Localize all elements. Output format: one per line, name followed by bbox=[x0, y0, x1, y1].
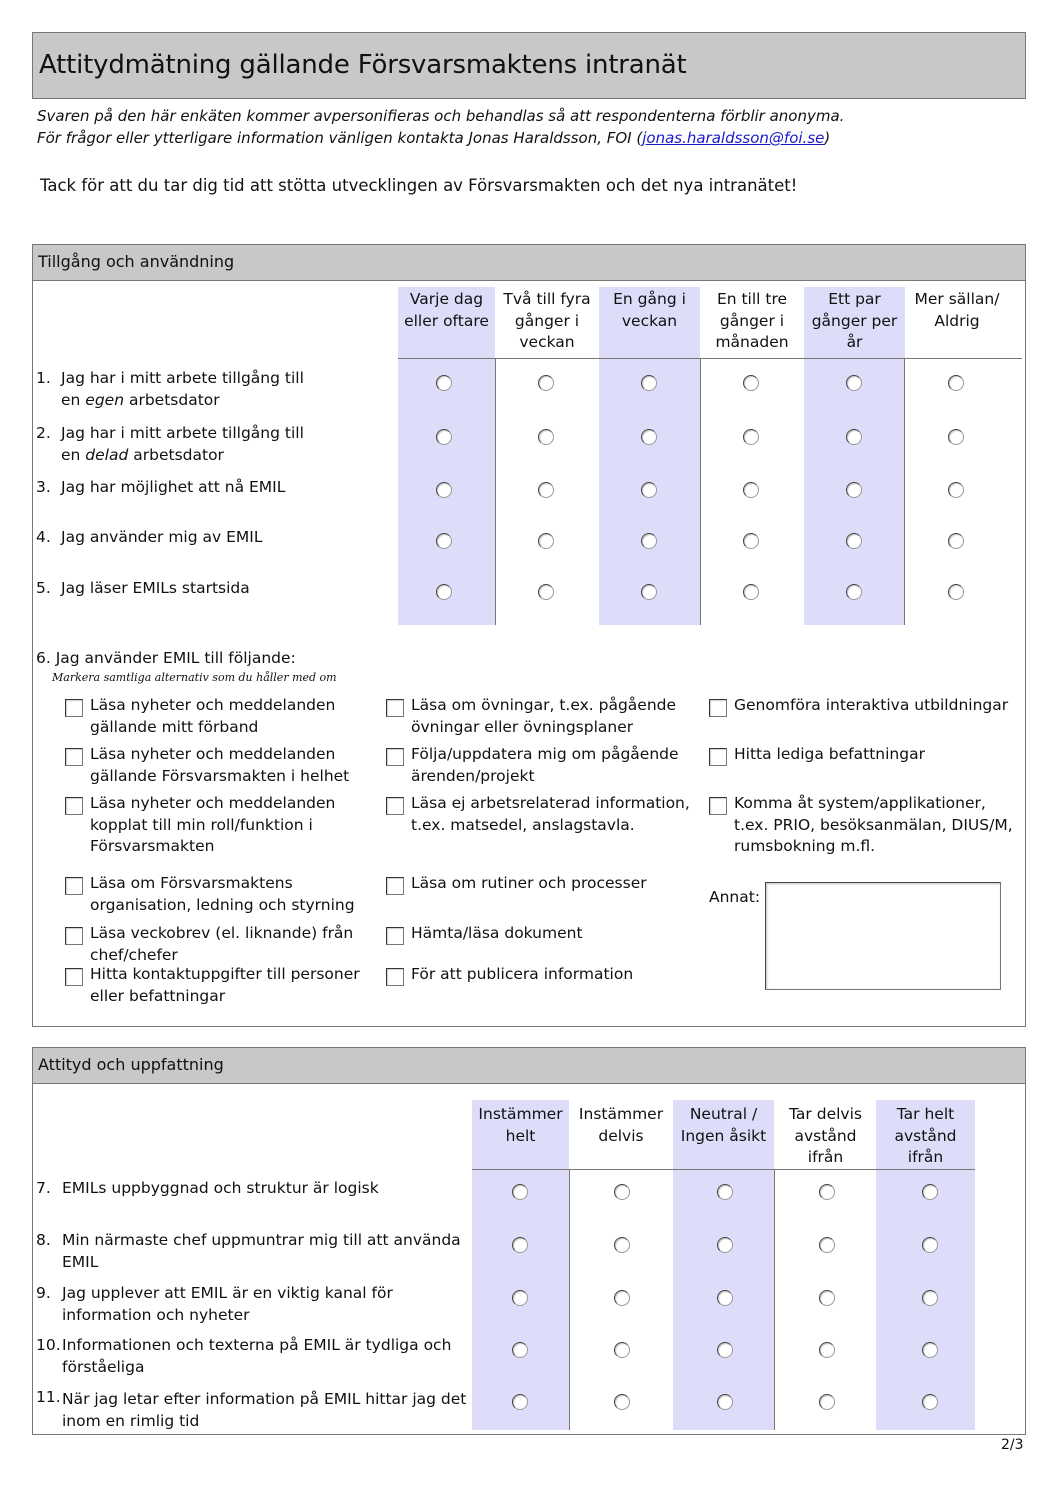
radio-q4-opt1[interactable] bbox=[436, 533, 452, 549]
section-attitude-title: Attityd och uppfattning bbox=[33, 1048, 1025, 1084]
checkbox-news-armed-forces[interactable] bbox=[65, 748, 83, 766]
thanks-text: Tack för att du tar dig tid att stötta utvecklingen av Försvarsmakten och det nya intranätet! bbox=[40, 176, 798, 195]
radio-q11-opt5[interactable] bbox=[922, 1394, 938, 1410]
column-header: Neutral / Ingen åsikt bbox=[680, 1105, 767, 1145]
checkbox-label: Läsa nyheter och meddelanden gällande Försvarsmakten i helhet bbox=[90, 745, 350, 785]
checkbox-news-unit[interactable] bbox=[65, 699, 83, 717]
radio-q10-opt5[interactable] bbox=[922, 1342, 938, 1358]
radio-q2-opt3[interactable] bbox=[641, 429, 657, 445]
radio-q9-opt5[interactable] bbox=[922, 1290, 938, 1306]
radio-q2-opt4[interactable] bbox=[743, 429, 759, 445]
column-shade bbox=[599, 287, 700, 625]
checkbox-label: Läsa nyheter och meddelanden kopplat till min roll/funktion i Försvarsmakten bbox=[90, 794, 336, 855]
question-number: 4. bbox=[36, 528, 51, 546]
radio-q9-opt1[interactable] bbox=[512, 1290, 528, 1306]
other-label: Annat: bbox=[709, 888, 761, 906]
checkbox-label: Läsa om Försvarsmaktens organisation, ledning och styrning bbox=[90, 874, 355, 914]
radio-q1-opt6[interactable] bbox=[948, 375, 964, 391]
radio-q4-opt4[interactable] bbox=[743, 533, 759, 549]
radio-q11-opt3[interactable] bbox=[717, 1394, 733, 1410]
question-number: 2. bbox=[36, 424, 51, 442]
radio-q5-opt6[interactable] bbox=[948, 584, 964, 600]
intro-text bbox=[37, 105, 844, 149]
checkbox-training[interactable] bbox=[709, 699, 727, 717]
column-shade bbox=[472, 1100, 569, 1430]
question-number: 9. bbox=[36, 1284, 51, 1302]
checkbox-contacts[interactable] bbox=[65, 968, 83, 986]
radio-q4-opt5[interactable] bbox=[846, 533, 862, 549]
radio-q8-opt5[interactable] bbox=[922, 1237, 938, 1253]
question-6-title: 6. Jag använder EMIL till följande: bbox=[36, 649, 296, 667]
checkbox-cases-projects[interactable] bbox=[386, 748, 404, 766]
radio-q7-opt1[interactable] bbox=[512, 1184, 528, 1200]
radio-q11-opt1[interactable] bbox=[512, 1394, 528, 1410]
question-text: När jag letar efter information på EMIL hittar jag det inom en rimlig tid bbox=[62, 1390, 467, 1430]
column-divider bbox=[700, 359, 701, 625]
header-rule bbox=[472, 1169, 975, 1170]
question-text: Jag upplever att EMIL är en viktig kanal för information och nyheter bbox=[62, 1284, 393, 1324]
checkbox-news-role[interactable] bbox=[65, 797, 83, 815]
question-text: Min närmaste chef uppmuntrar mig till att använda EMIL bbox=[62, 1231, 461, 1271]
question-6-note: Markera samtliga alternativ som du håller med om bbox=[52, 671, 337, 684]
question-number: 10. bbox=[36, 1336, 61, 1354]
checkbox-label: Läsa nyheter och meddelanden gällande mitt förband bbox=[90, 696, 336, 736]
checkbox-non-work-info[interactable] bbox=[386, 797, 404, 815]
question-text: Jag använder mig av EMIL bbox=[61, 528, 263, 546]
checkbox-label: Komma åt system/applikationer, t.ex. PRIO, besöksanmälan, DIUS/M, rumsbokning m.fl. bbox=[734, 794, 1013, 855]
checkbox-label: Läsa ej arbetsrelaterad information, t.ex. matsedel, anslagstavla. bbox=[411, 794, 690, 834]
radio-q8-opt4[interactable] bbox=[819, 1237, 835, 1253]
radio-q8-opt1[interactable] bbox=[512, 1237, 528, 1253]
question-text: Jag har i mitt arbete tillgång till en egen arbetsdator bbox=[61, 369, 304, 409]
checkbox-vacancies[interactable] bbox=[709, 748, 727, 766]
column-header: Tar helt avstånd ifrån bbox=[894, 1105, 957, 1166]
checkbox-label: Läsa om övningar, t.ex. pågående övningar eller övningsplaner bbox=[411, 696, 677, 736]
intro-line-1: Svaren på den här enkäten kommer avpersonifieras och behandlas så att respondenterna förblir anonyma. bbox=[37, 107, 845, 125]
checkbox-documents[interactable] bbox=[386, 927, 404, 945]
question-text: Informationen och texterna på EMIL är tydliga och förståeliga bbox=[62, 1336, 452, 1376]
radio-q4-opt2[interactable] bbox=[538, 533, 554, 549]
radio-q3-opt2[interactable] bbox=[538, 482, 554, 498]
radio-q1-opt5[interactable] bbox=[846, 375, 862, 391]
checkbox-label: För att publicera information bbox=[411, 965, 634, 983]
radio-q7-opt2[interactable] bbox=[614, 1184, 630, 1200]
radio-q11-opt4[interactable] bbox=[819, 1394, 835, 1410]
column-divider bbox=[569, 1170, 570, 1430]
radio-q1-opt1[interactable] bbox=[436, 375, 452, 391]
intro-line-2: För frågor eller ytterligare information vänligen kontakta Jonas Haraldsson, FOI (jonas.haraldsson@foi.se) bbox=[37, 129, 831, 147]
question-text: EMILs uppbyggnad och struktur är logisk bbox=[62, 1179, 379, 1197]
radio-q1-opt2[interactable] bbox=[538, 375, 554, 391]
column-shade bbox=[398, 287, 495, 625]
checkbox-publish[interactable] bbox=[386, 968, 404, 986]
column-shade bbox=[673, 1100, 774, 1430]
checkbox-label: Hitta kontaktuppgifter till personer eller befattningar bbox=[90, 965, 360, 1005]
column-header: Tar delvis avstånd ifrån bbox=[789, 1105, 862, 1166]
radio-q3-opt3[interactable] bbox=[641, 482, 657, 498]
radio-q10-opt2[interactable] bbox=[614, 1342, 630, 1358]
column-header: En gång i veckan bbox=[613, 290, 686, 330]
radio-q3-opt5[interactable] bbox=[846, 482, 862, 498]
radio-q4-opt6[interactable] bbox=[948, 533, 964, 549]
checkbox-organisation[interactable] bbox=[65, 877, 83, 895]
other-input[interactable] bbox=[765, 882, 1001, 990]
checkbox-routines[interactable] bbox=[386, 877, 404, 895]
radio-q1-opt4[interactable] bbox=[743, 375, 759, 391]
checkbox-weekly-letter[interactable] bbox=[65, 927, 83, 945]
radio-q5-opt2[interactable] bbox=[538, 584, 554, 600]
radio-q11-opt2[interactable] bbox=[614, 1394, 630, 1410]
radio-q5-opt1[interactable] bbox=[436, 584, 452, 600]
radio-q8-opt2[interactable] bbox=[614, 1237, 630, 1253]
radio-q7-opt4[interactable] bbox=[819, 1184, 835, 1200]
radio-q2-opt6[interactable] bbox=[948, 429, 964, 445]
section-usage-title: Tillgång och användning bbox=[33, 245, 1025, 281]
column-header: En till tre gånger i månaden bbox=[715, 290, 789, 351]
column-header: Ett par gånger per år bbox=[811, 290, 898, 351]
column-divider bbox=[904, 359, 905, 625]
radio-q3-opt6[interactable] bbox=[948, 482, 964, 498]
radio-q10-opt1[interactable] bbox=[512, 1342, 528, 1358]
column-header: Mer sällan/ Aldrig bbox=[914, 290, 1000, 330]
radio-q1-opt3[interactable] bbox=[641, 375, 657, 391]
column-divider bbox=[774, 1170, 775, 1430]
radio-q4-opt3[interactable] bbox=[641, 533, 657, 549]
radio-q2-opt5[interactable] bbox=[846, 429, 862, 445]
radio-q5-opt5[interactable] bbox=[846, 584, 862, 600]
checkbox-label: Läsa veckobrev (el. liknande) från chef/chefer bbox=[90, 924, 354, 964]
checkbox-label: Hitta lediga befattningar bbox=[734, 745, 925, 763]
checkbox-label: Genomföra interaktiva utbildningar bbox=[734, 696, 1009, 714]
checkbox-label: Hämta/läsa dokument bbox=[411, 924, 583, 942]
contact-email-link[interactable]: jonas.haraldsson@foi.se bbox=[642, 129, 825, 147]
column-header: Varje dag eller oftare bbox=[404, 290, 489, 330]
question-number: 3. bbox=[36, 478, 51, 496]
radio-q7-opt3[interactable] bbox=[717, 1184, 733, 1200]
radio-q10-opt4[interactable] bbox=[819, 1342, 835, 1358]
checkbox-systems[interactable] bbox=[709, 797, 727, 815]
question-number: 7. bbox=[36, 1179, 51, 1197]
question-number: 1. bbox=[36, 369, 51, 387]
checkbox-exercises[interactable] bbox=[386, 699, 404, 717]
page-title: Attitydmätning gällande Försvarsmaktens intranät bbox=[39, 50, 687, 80]
radio-q5-opt3[interactable] bbox=[641, 584, 657, 600]
radio-q7-opt5[interactable] bbox=[922, 1184, 938, 1200]
column-divider bbox=[495, 359, 496, 625]
column-header: Instämmer delvis bbox=[578, 1105, 664, 1145]
column-header: Två till fyra gånger i veckan bbox=[503, 290, 591, 351]
radio-q2-opt1[interactable] bbox=[436, 429, 452, 445]
header-rule bbox=[398, 358, 1022, 359]
radio-q8-opt3[interactable] bbox=[717, 1237, 733, 1253]
question-text: Jag läser EMILs startsida bbox=[61, 579, 250, 597]
question-number: 8. bbox=[36, 1231, 51, 1249]
question-text: Jag har möjlighet att nå EMIL bbox=[61, 478, 286, 496]
page-number: 2/3 bbox=[1001, 1437, 1024, 1453]
radio-q9-opt4[interactable] bbox=[819, 1290, 835, 1306]
question-text: Jag har i mitt arbete tillgång till en delad arbetsdator bbox=[61, 424, 304, 464]
column-header: Instämmer helt bbox=[478, 1105, 563, 1145]
question-number: 5. bbox=[36, 579, 51, 597]
radio-q9-opt2[interactable] bbox=[614, 1290, 630, 1306]
checkbox-label: Läsa om rutiner och processer bbox=[411, 874, 647, 892]
radio-q9-opt3[interactable] bbox=[717, 1290, 733, 1306]
radio-q5-opt4[interactable] bbox=[743, 584, 759, 600]
radio-q10-opt3[interactable] bbox=[717, 1342, 733, 1358]
question-number: 11. bbox=[36, 1388, 61, 1406]
checkbox-label: Följa/uppdatera mig om pågående ärenden/projekt bbox=[411, 745, 679, 785]
title-bar bbox=[32, 32, 1026, 99]
radio-q3-opt4[interactable] bbox=[743, 482, 759, 498]
radio-q2-opt2[interactable] bbox=[538, 429, 554, 445]
radio-q3-opt1[interactable] bbox=[436, 482, 452, 498]
